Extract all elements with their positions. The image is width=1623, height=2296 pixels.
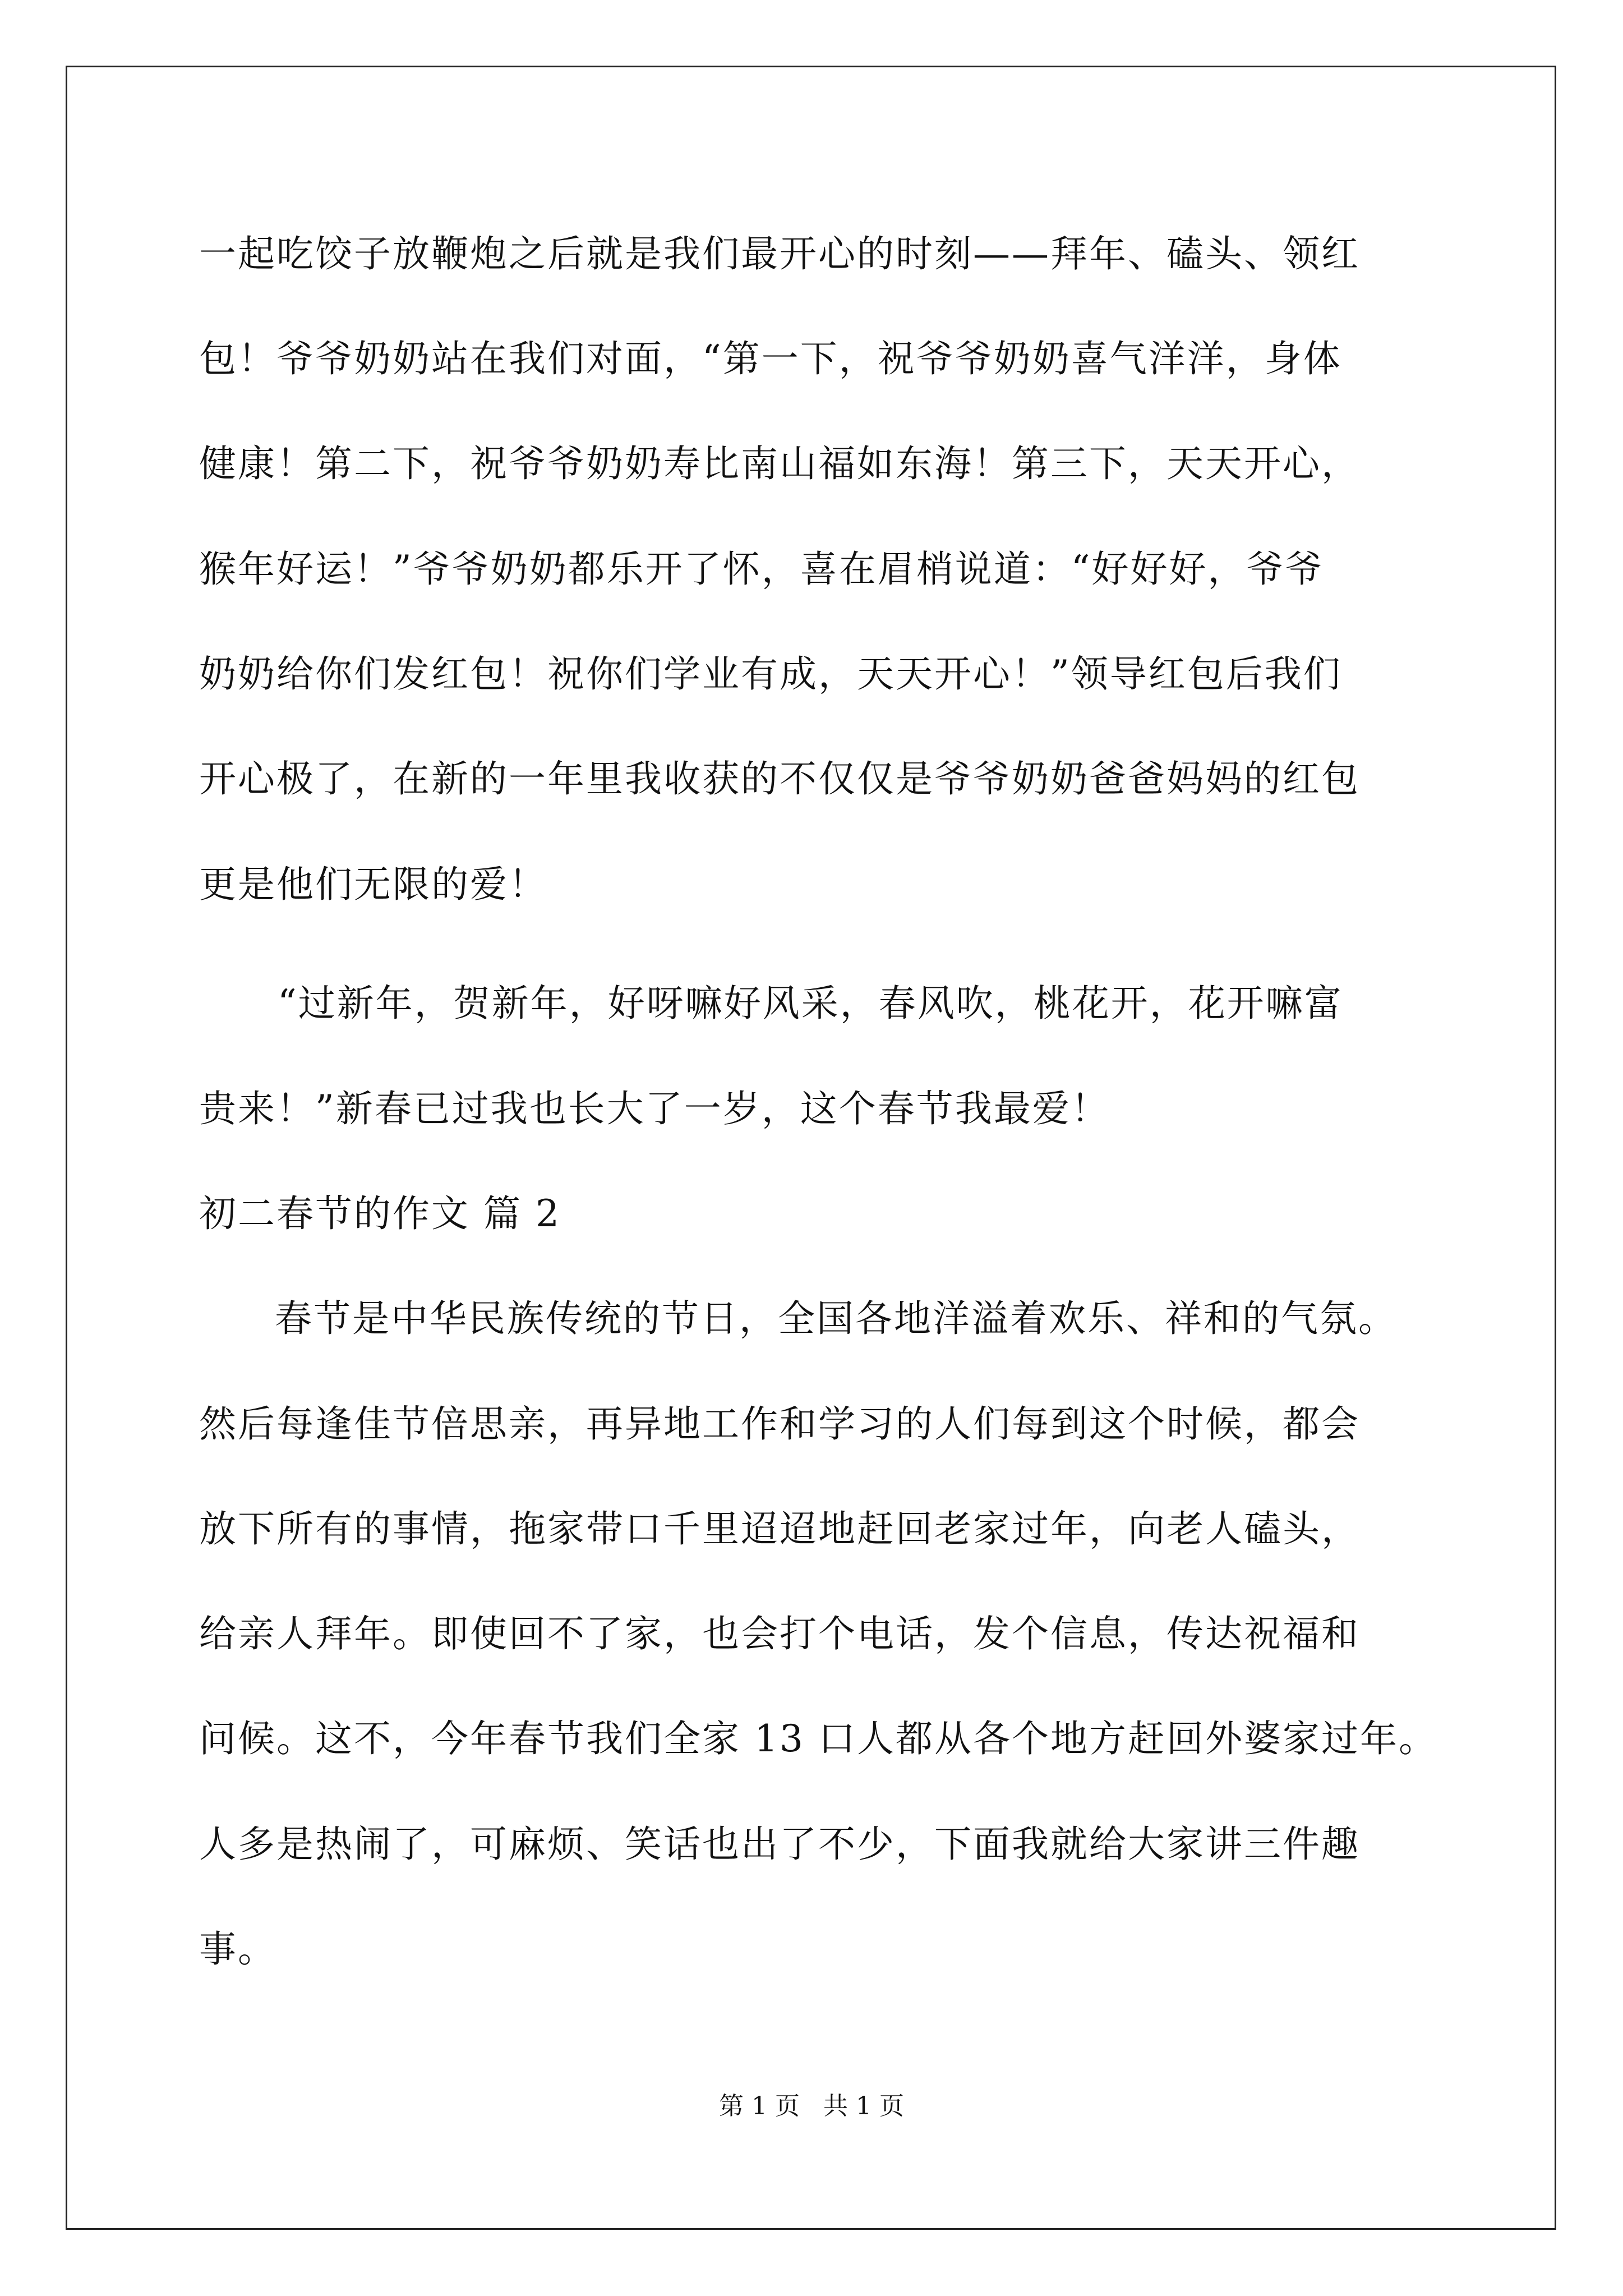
paragraph-line: 奶奶给你们发红包！祝你们学业有成，天天开心！”领导红包后我们 [199,652,1342,696]
paragraph-line: 春节是中华民族传统的节日，全国各地洋溢着欢乐、祥和的气氛。 [275,1297,1397,1340]
paragraph-line: 猴年好运！”爷爷奶奶都乐开了怀，喜在眉梢说道：“好好好，爷爷 [199,547,1324,591]
paragraph-line: 贵来！”新春已过我也长大了一岁，这个春节我最爱！ [199,1087,1110,1130]
section-heading: 初二春节的作文 篇 2 [199,1192,561,1235]
paragraph-line: 问候。这不，今年春节我们全家 13 口人都从各个地方赶回外婆家过年。 [199,1717,1437,1760]
paragraph-line: 人多是热闹了，可麻烦、笑话也出了不少，下面我就给大家讲三件趣 [199,1823,1360,1866]
paragraph-line: 健康！第二下，祝爷爷奶奶寿比南山福如东海！第三下，天天开心， [199,442,1360,485]
paragraph-line: 事。 [199,1927,276,1971]
paragraph-line: 开心极了，在新的一年里我收获的不仅仅是爷爷奶奶爸爸妈妈的红包 [199,757,1360,800]
paragraph-line: 给亲人拜年。即使回不了家，也会打个电话，发个信息，传达祝福和 [199,1612,1360,1655]
paragraph-line: 包！爷爷奶奶站在我们对面，“第一下，祝爷爷奶奶喜气洋洋，身体 [199,337,1342,380]
paragraph-line: 放下所有的事情，拖家带口千里迢迢地赶回老家过年，向老人磕头， [199,1507,1360,1550]
paragraph-line: 然后每逢佳节倍思亲，再异地工作和学习的人们每到这个时候，都会 [199,1402,1360,1446]
paragraph-line: 更是他们无限的爱！ [199,863,547,906]
paragraph-line: “过新年，贺新年，好呀嘛好风采，春风吹，桃花开，花开嘛富 [278,982,1343,1025]
paragraph-line: 一起吃饺子放鞭炮之后就是我们最开心的时刻——拜年、磕头、领红 [199,232,1360,275]
page-border [66,66,1556,2230]
page-footer: 第 1 页 共 1 页 [719,2092,904,2120]
